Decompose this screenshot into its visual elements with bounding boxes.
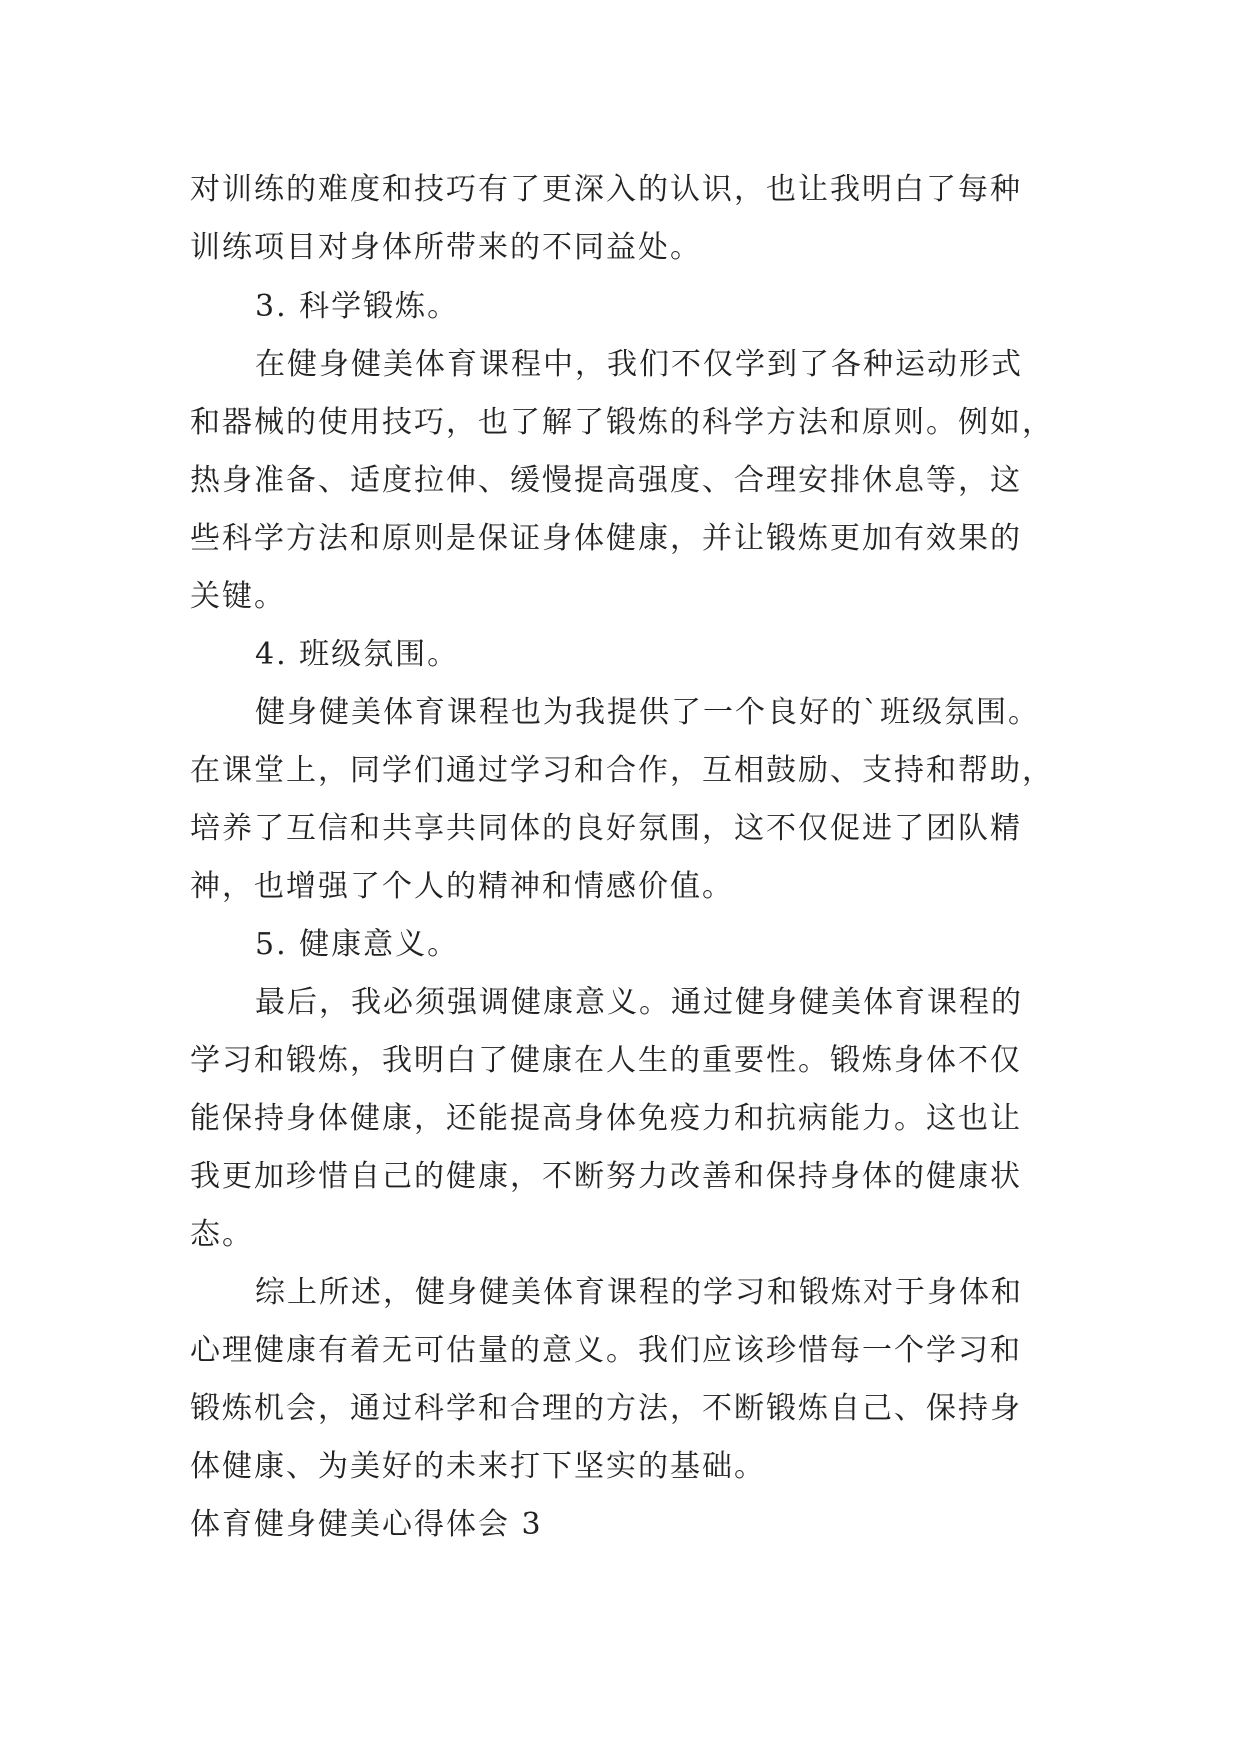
body-text-line: 关键。	[190, 579, 286, 614]
body-text-line: 能保持身体健康，还能提高身体免疫力和抗病能力。这也让	[190, 1101, 1022, 1136]
body-text-line: 热身准备、适度拉伸、缓慢提高强度、合理安排休息等，这	[190, 463, 1022, 498]
section-heading: 4. 班级氛围。	[255, 637, 460, 672]
body-text-line: 些科学方法和原则是保证身体健康，并让锻炼更加有效果的	[190, 521, 1022, 556]
body-text-line: 和器械的使用技巧，也了解了锻炼的科学方法和原则。例如，	[190, 405, 1054, 440]
section-heading: 5. 健康意义。	[255, 927, 460, 962]
body-text-line: 对训练的难度和技巧有了更深入的认识，也让我明白了每种	[190, 172, 1022, 207]
section-heading: 3. 科学锻炼。	[255, 289, 460, 324]
body-text-line: 训练项目对身体所带来的不同益处。	[190, 230, 702, 265]
body-text-line: 我更加珍惜自己的健康，不断努力改善和保持身体的健康状	[190, 1159, 1022, 1194]
body-text-line: 最后，我必须强调健康意义。通过健身健美体育课程的	[255, 985, 1023, 1020]
body-text-line: 培养了互信和共享共同体的良好氛围，这不仅促进了团队精	[190, 811, 1022, 846]
document-subtitle: 体育健身健美心得体会 3	[190, 1507, 543, 1542]
body-text-line: 学习和锻炼，我明白了健康在人生的重要性。锻炼身体不仅	[190, 1043, 1022, 1078]
body-text-line: 体健康、为美好的未来打下坚实的基础。	[190, 1449, 766, 1484]
body-text-line: 健身健美体育课程也为我提供了一个良好的`班级氛围。	[255, 695, 1040, 730]
body-text-line: 心理健康有着无可估量的意义。我们应该珍惜每一个学习和	[190, 1333, 1022, 1368]
body-text-line: 在课堂上，同学们通过学习和合作，互相鼓励、支持和帮助，	[190, 753, 1054, 788]
body-text-line: 综上所述，健身健美体育课程的学习和锻炼对于身体和	[255, 1275, 1023, 1310]
body-text-line: 神，也增强了个人的精神和情感价值。	[190, 869, 734, 904]
body-text-line: 锻炼机会，通过科学和合理的方法，不断锻炼自己、保持身	[190, 1391, 1022, 1426]
body-text-line: 态。	[190, 1217, 254, 1252]
body-text-line: 在健身健美体育课程中，我们不仅学到了各种运动形式	[255, 347, 1023, 382]
